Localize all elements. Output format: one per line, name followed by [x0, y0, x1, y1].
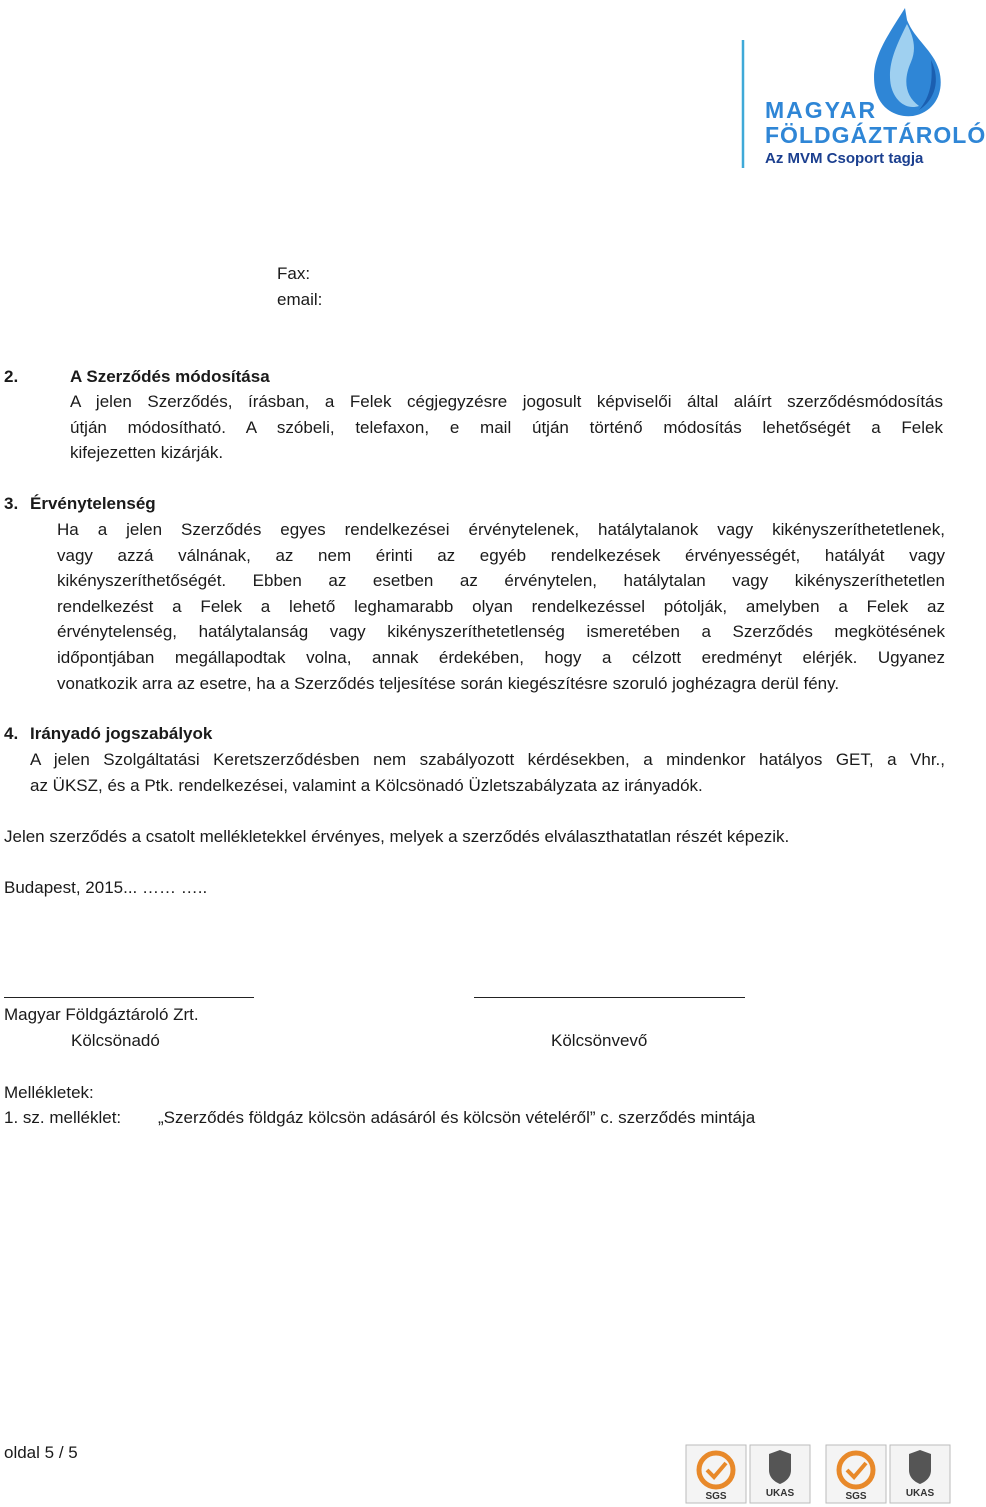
section2-line: útján módosítható. A szóbeli, telefaxon, e mail útján történő módosítás lehetőségét a Felek [70, 417, 943, 437]
section4-number: 4. [4, 724, 19, 743]
section2-title: A Szerződés módosítása [70, 367, 270, 386]
section3-body [57, 517, 945, 696]
section3-line: vagy azzá válnának, az nem érinti az egyéb rendelkezések érvényességét, hatályát vagy [57, 545, 945, 565]
left-signature-line [4, 997, 254, 998]
page-number: oldal 5 / 5 [4, 1443, 78, 1462]
email-label: email: [277, 290, 323, 309]
badge-3-name: SGS [845, 1491, 867, 1502]
right-signature-line [474, 997, 745, 998]
company-logo [735, 0, 986, 175]
section4-body [30, 747, 945, 798]
section3-line: Ha a jelen Szerződés egyes rendelkezései érvénytelenek, hatálytalanok vagy kikényszeríthetetlenek, [57, 520, 945, 539]
section2-line: kifejezetten kizárják. [70, 443, 224, 463]
right-role: Kölcsönvevő [551, 1031, 648, 1050]
section2-line: A jelen Szerződés, írásban, a Felek cégjegyzésre jogosult képviselői által aláírt szerződésmódosítás [70, 392, 943, 411]
section3-line: vonatkozik arra az esetre, ha a Szerződés teljesítése során kiegészítésre szoruló joghézagra derül fény. [57, 673, 840, 693]
ukas-certification-badge [889, 1444, 951, 1504]
certification-badges [685, 1444, 955, 1504]
section4-title: Irányadó jogszabályok [30, 724, 213, 743]
section2-body [70, 389, 943, 466]
ukas-certification-badge [749, 1444, 811, 1504]
badge-1-name: SGS [705, 1491, 727, 1502]
logo-line1: MAGYAR [765, 97, 878, 123]
section3-line: kikényszeríthetőségét. Ebben az esetben az érvénytelen, hatálytalan vagy kikényszeríthetetlen [57, 571, 945, 591]
badge-4-name: UKAS [905, 1488, 935, 1499]
attachment-label: 1. sz. melléklet: [4, 1108, 122, 1127]
section3-line: időpontjában megállapodtak volna, annak érdekében, hogy a célzott eredményt elérjék. Ugyanez [57, 647, 945, 667]
logo-line2: FÖLDGÁZTÁROLÓ [765, 122, 986, 148]
attachments-heading: Mellékletek: [4, 1083, 94, 1102]
section3-line: rendelkezést a Felek a lehető leghamarabb olyan rendelkezéssel pótolják, amelyben a Felek az [57, 596, 945, 616]
section4-line: az ÜKSZ, és a Ptk. rendelkezései, valamint a Kölcsönadó Üzletszabályzata az irányadók. [30, 775, 703, 795]
section3-number: 3. [4, 494, 19, 513]
section3-line: érvénytelenség, hatálytalanság vagy kikényszeríthetetlenség ismeretében a Szerződés megkötésének [57, 622, 945, 642]
sgs-certification-badge [825, 1444, 887, 1504]
attachment-text: „Szerződés földgáz kölcsön adásáról és kölcsön vételéről” c. szerződés mintája [158, 1108, 756, 1127]
section3-title: Érvénytelenség [30, 494, 156, 513]
sgs-certification-badge [685, 1444, 747, 1504]
validity-text: Jelen szerződés a csatolt mellékletekkel érvényes, melyek a szerződés elválaszthatatlan részét képezik. [4, 827, 790, 846]
logo-tagline: Az MVM Csoport tagja [765, 150, 924, 167]
place-date: Budapest, 2015... …… ….. [4, 878, 208, 897]
fax-label: Fax: [277, 264, 311, 283]
section4-line: A jelen Szolgáltatási Keretszerződésben nem szabályozott kérdésekben, a mindenkor hatályos GET, a Vhr., [30, 750, 945, 769]
left-role: Kölcsönadó [71, 1031, 160, 1050]
section2-number: 2. [4, 367, 19, 386]
badge-2-name: UKAS [765, 1488, 795, 1499]
left-company-name: Magyar Földgáztároló Zrt. [4, 1005, 199, 1024]
